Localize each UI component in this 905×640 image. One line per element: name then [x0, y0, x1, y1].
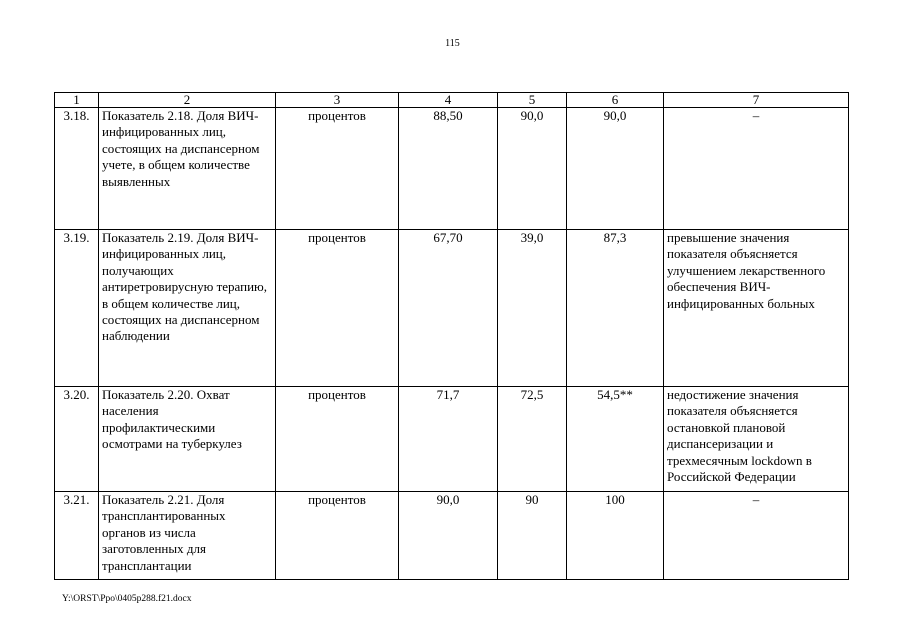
value-col6: 90,0 — [567, 108, 664, 230]
indicator-name: Показатель 2.18. Доля ВИЧ-инфицированных лиц, состоящих на диспансерном учете, в общем количестве выявленных — [99, 108, 276, 230]
table-row — [55, 230, 849, 387]
value-col6: 100 — [567, 492, 664, 580]
note-cell: – — [664, 108, 849, 230]
value-col5: 72,5 — [498, 387, 567, 492]
table-header-row — [55, 93, 849, 108]
indicators-table — [54, 92, 849, 580]
value-col6: 54,5** — [567, 387, 664, 492]
page-number: 115 — [445, 38, 460, 49]
row-number: 3.21. — [55, 492, 99, 580]
value-col4: 90,0 — [399, 492, 498, 580]
value-col5: 90 — [498, 492, 567, 580]
unit-cell: процентов — [276, 108, 399, 230]
indicator-name: Показатель 2.20. Охват населения профилактическими осмотрами на туберкулез — [99, 387, 276, 492]
value-col4: 88,50 — [399, 108, 498, 230]
row-number: 3.18. — [55, 108, 99, 230]
value-col4: 67,70 — [399, 230, 498, 387]
unit-cell: процентов — [276, 230, 399, 387]
header-cell-4: 4 — [399, 93, 498, 108]
indicator-name: Показатель 2.19. Доля ВИЧ-инфицированных лиц, получающих антиретровирусную терапию, в общем количестве лиц, состоящих на диспансерном наблюдении — [99, 230, 276, 387]
value-col5: 90,0 — [498, 108, 567, 230]
value-col6: 87,3 — [567, 230, 664, 387]
unit-cell: процентов — [276, 387, 399, 492]
value-col4: 71,7 — [399, 387, 498, 492]
header-cell-1: 1 — [55, 93, 99, 108]
note-cell: превышение значения показателя объясняется улучшением лекарственного обеспечения ВИЧ-инфицированных больных — [664, 230, 849, 387]
header-cell-7: 7 — [664, 93, 849, 108]
header-cell-5: 5 — [498, 93, 567, 108]
row-number: 3.19. — [55, 230, 99, 387]
unit-cell: процентов — [276, 492, 399, 580]
note-cell: – — [664, 492, 849, 580]
table-row — [55, 387, 849, 492]
header-cell-6: 6 — [567, 93, 664, 108]
header-cell-2: 2 — [99, 93, 276, 108]
footer-file-path: Y:\ORST\Ppo\0405p288.f21.docx — [62, 594, 192, 604]
indicator-name: Показатель 2.21. Доля трансплантированных органов из числа заготовленных для трансплантации — [99, 492, 276, 580]
note-cell: недостижение значения показателя объясняется остановкой плановой диспансеризации и трехмесячным lockdown в Российской Федерации — [664, 387, 849, 492]
value-col5: 39,0 — [498, 230, 567, 387]
table-row — [55, 108, 849, 230]
header-cell-3: 3 — [276, 93, 399, 108]
row-number: 3.20. — [55, 387, 99, 492]
table-row — [55, 492, 849, 580]
